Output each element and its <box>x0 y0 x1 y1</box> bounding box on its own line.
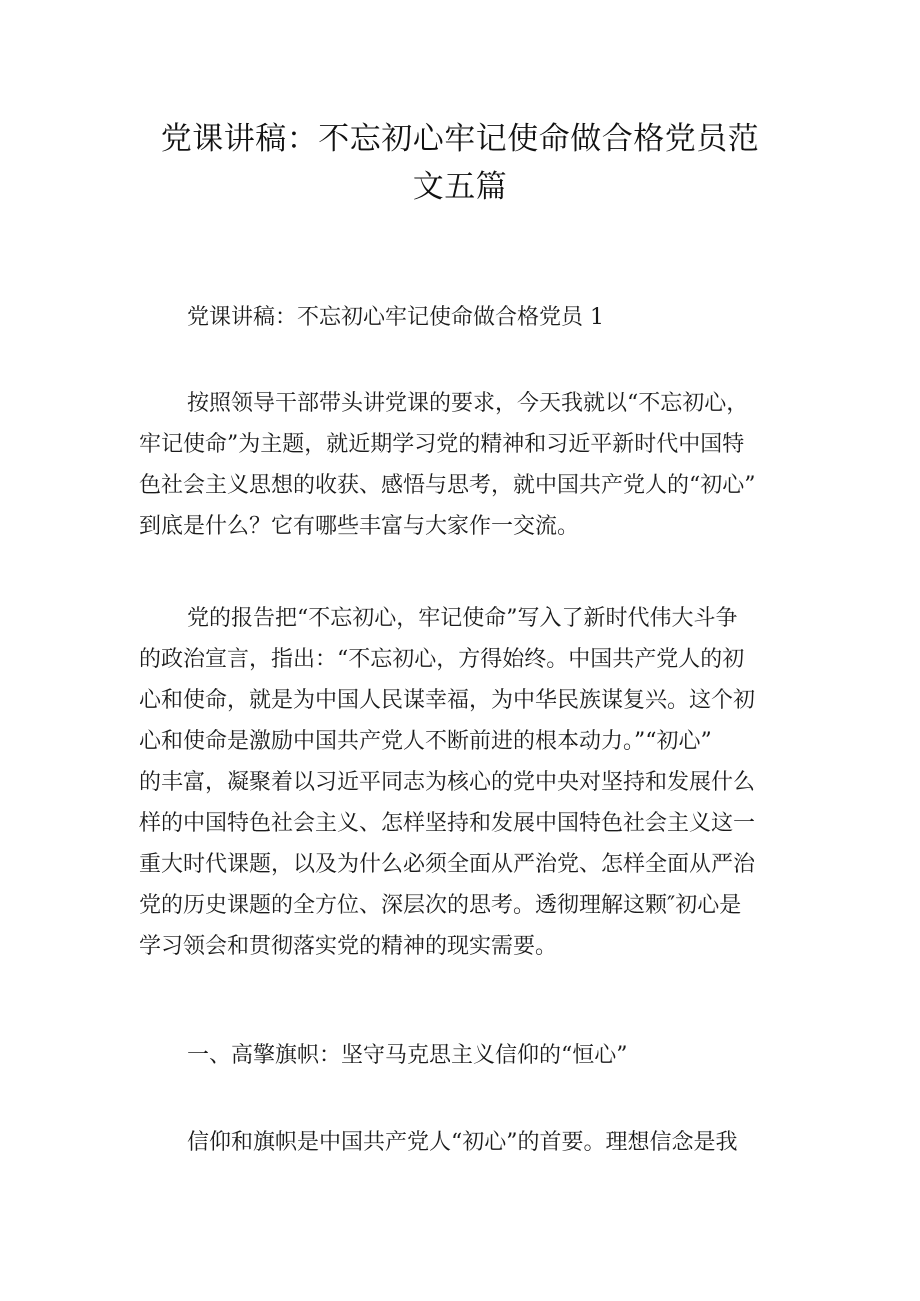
subheading-text: 党课讲稿：不忘初心牢记使命做合格党员 1 <box>187 305 604 330</box>
paragraph-line: 重大时代课题，以及为什么必须全面从严治党、怎样全面从严治 <box>139 852 756 877</box>
section-heading <box>139 1035 789 1076</box>
paragraph-line: 牢记使命”为主题，就近期学习党的精神和习近平新时代中国特 <box>139 432 745 457</box>
paragraph-line: 色社会主义思想的收获、感悟与思考，就中国共产党人的“初心” <box>139 473 756 498</box>
paragraph-1 <box>139 383 789 547</box>
document-title-line-1: 党课讲稿：不忘初心牢记使命做合格党员范 <box>160 121 760 157</box>
article-subheading <box>139 297 789 338</box>
paragraph-line: 心和使命是激励中国共产党人不断前进的根本动力。”“初心” <box>139 729 712 754</box>
paragraph-3 <box>139 1122 789 1163</box>
paragraph-line: 党的报告把“不忘初心，牢记使命”写入了新时代伟大斗争 <box>187 606 738 631</box>
paragraph-line: 党的历史课题的全方位、深层次的思考。透彻理解这颗″初心是 <box>139 893 742 918</box>
paragraph-line: 心和使命，就是为中国人民谋幸福，为中华民族谋复兴。这个初 <box>139 688 756 713</box>
paragraph-line: 信仰和旗帜是中国共产党人“初心”的首要。理想信念是我 <box>187 1130 738 1155</box>
paragraph-line: 按照领导干部带头讲党课的要求，今天我就以“不忘初心， <box>187 391 749 416</box>
paragraph-line: 到底是什么？它有哪些丰富与大家作一交流。 <box>139 514 580 539</box>
document-title-line-2: 文五篇 <box>412 169 508 205</box>
paragraph-2 <box>139 598 789 967</box>
paragraph-line: 的丰富，凝聚着以习近平同志为核心的党中央对坚持和发展什么 <box>139 770 756 795</box>
paragraph-line: 学习领会和贯彻落实党的精神的现实需要。 <box>139 934 558 959</box>
paragraph-line: 的政治宣言，指出：“不忘初心，方得始终。中国共产党人的初 <box>139 647 745 672</box>
section-heading-text: 一、高擎旗帜：坚守马克思主义信仰的“恒心” <box>187 1043 628 1068</box>
paragraph-line: 样的中国特色社会主义、怎样坚持和发展中国特色社会主义这一 <box>139 811 756 836</box>
